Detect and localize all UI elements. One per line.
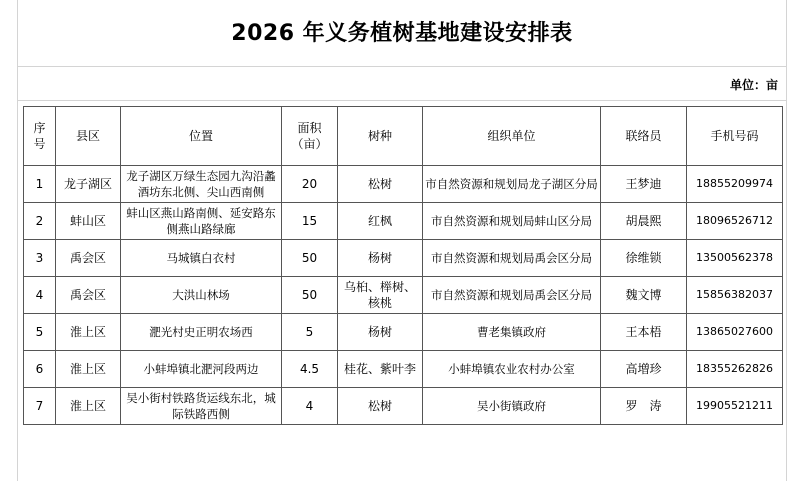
cell-species: 松树 bbox=[338, 166, 423, 203]
cell-organizer: 曹老集镇政府 bbox=[423, 314, 601, 351]
cell-county: 淮上区 bbox=[56, 314, 121, 351]
cell-county: 禹会区 bbox=[56, 240, 121, 277]
header-location: 位置 bbox=[121, 107, 282, 166]
cell-seq: 3 bbox=[24, 240, 56, 277]
cell-seq: 1 bbox=[24, 166, 56, 203]
cell-county: 蚌山区 bbox=[56, 203, 121, 240]
cell-species: 杨树 bbox=[338, 314, 423, 351]
table-row bbox=[24, 351, 783, 388]
cell-species: 杨树 bbox=[338, 240, 423, 277]
cell-area: 15 bbox=[282, 203, 338, 240]
cell-species: 红枫 bbox=[338, 203, 423, 240]
cell-county: 淮上区 bbox=[56, 351, 121, 388]
cell-location: 吴小街村铁路货运线东北，城际铁路西侧 bbox=[121, 388, 282, 425]
cell-phone: 18855209974 bbox=[687, 166, 783, 203]
cell-organizer: 市自然资源和规划局龙子湖区分局 bbox=[423, 166, 601, 203]
cell-phone: 18096526712 bbox=[687, 203, 783, 240]
cell-phone: 13500562378 bbox=[687, 240, 783, 277]
cell-area: 4 bbox=[282, 388, 338, 425]
header-contact: 联络员 bbox=[601, 107, 687, 166]
cell-contact: 魏文博 bbox=[601, 277, 687, 314]
cell-species: 松树 bbox=[338, 388, 423, 425]
header-phone: 手机号码 bbox=[687, 107, 783, 166]
cell-organizer: 小蚌埠镇农业农村办公室 bbox=[423, 351, 601, 388]
header-organizer: 组织单位 bbox=[423, 107, 601, 166]
cell-organizer: 市自然资源和规划局禹会区分局 bbox=[423, 240, 601, 277]
cell-seq: 2 bbox=[24, 203, 56, 240]
cell-county: 淮上区 bbox=[56, 388, 121, 425]
cell-contact: 高増珍 bbox=[601, 351, 687, 388]
cell-organizer: 市自然资源和规划局蚌山区分局 bbox=[423, 203, 601, 240]
sheet-gridline-row-2 bbox=[17, 100, 787, 101]
header-area: 面积（亩） bbox=[282, 107, 338, 166]
cell-area: 5 bbox=[282, 314, 338, 351]
unit-label: 单位：亩 bbox=[729, 78, 778, 92]
sheet-gridline-left bbox=[17, 0, 18, 481]
cell-species: 桂花、紫叶李 bbox=[338, 351, 423, 388]
cell-contact: 王梦迪 bbox=[601, 166, 687, 203]
cell-county: 龙子湖区 bbox=[56, 166, 121, 203]
header-species: 树种 bbox=[338, 107, 423, 166]
cell-location: 马城镇白衣村 bbox=[121, 240, 282, 277]
sheet-gridline-right bbox=[786, 0, 787, 481]
cell-seq: 5 bbox=[24, 314, 56, 351]
cell-seq: 6 bbox=[24, 351, 56, 388]
cell-seq: 7 bbox=[24, 388, 56, 425]
cell-location: 淝光村史正明农场西 bbox=[121, 314, 282, 351]
cell-area: 20 bbox=[282, 166, 338, 203]
header-county: 县区 bbox=[56, 107, 121, 166]
cell-location: 小蚌埠镇北淝河段两边 bbox=[121, 351, 282, 388]
cell-area: 50 bbox=[282, 277, 338, 314]
cell-organizer: 市自然资源和规划局禹会区分局 bbox=[423, 277, 601, 314]
cell-phone: 19905521211 bbox=[687, 388, 783, 425]
header-seq: 序号 bbox=[24, 107, 56, 166]
table-row bbox=[24, 240, 783, 277]
document-title: 2026 年义务植树基地建设安排表 bbox=[231, 21, 573, 46]
cell-location: 龙子湖区万绿生态园九沟沿蠡酒坊东北侧、尖山西南侧 bbox=[121, 166, 282, 203]
table-row bbox=[24, 277, 783, 314]
cell-organizer: 吴小街镇政府 bbox=[423, 388, 601, 425]
planting-schedule-table bbox=[23, 106, 783, 425]
cell-species: 乌桕、榉树、核桃 bbox=[338, 277, 423, 314]
cell-phone: 18355262826 bbox=[687, 351, 783, 388]
cell-contact: 王本梧 bbox=[601, 314, 687, 351]
table-row bbox=[24, 203, 783, 240]
sheet-gridline-row-1 bbox=[17, 66, 787, 67]
cell-location: 蚌山区燕山路南侧、延安路东侧燕山路绿廊 bbox=[121, 203, 282, 240]
cell-contact: 胡晨熙 bbox=[601, 203, 687, 240]
cell-area: 4.5 bbox=[282, 351, 338, 388]
cell-area: 50 bbox=[282, 240, 338, 277]
cell-seq: 4 bbox=[24, 277, 56, 314]
cell-contact: 徐维锁 bbox=[601, 240, 687, 277]
table-row bbox=[24, 388, 783, 425]
table-row bbox=[24, 314, 783, 351]
cell-county: 禹会区 bbox=[56, 277, 121, 314]
cell-phone: 13865027600 bbox=[687, 314, 783, 351]
table-header-row bbox=[24, 107, 783, 166]
cell-phone: 15856382037 bbox=[687, 277, 783, 314]
table-row bbox=[24, 166, 783, 203]
cell-contact: 罗 涛 bbox=[601, 388, 687, 425]
cell-location: 大洪山林场 bbox=[121, 277, 282, 314]
